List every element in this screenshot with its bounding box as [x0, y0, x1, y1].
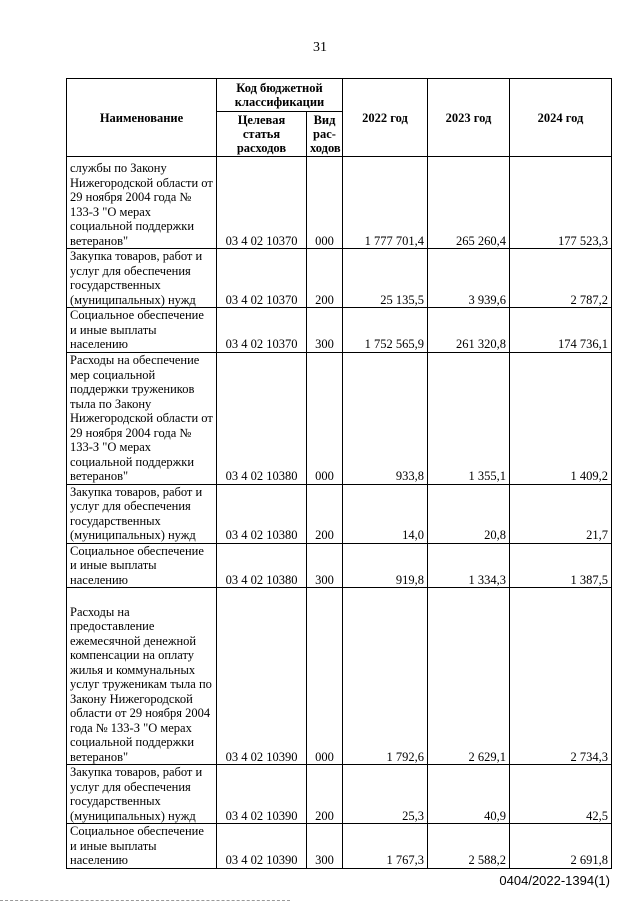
table-body — [67, 157, 612, 869]
row-value-2024: 2 691,8 — [510, 824, 612, 869]
row-expense-type: 200 — [307, 765, 343, 824]
row-name: службы по Закону Нижегородской области от 29 ноября 2004 года № 133-З "О мерах социальной поддержки ветеранов" — [67, 157, 217, 249]
row-name: Социальное обеспечение и иные выплаты населению — [67, 543, 217, 588]
header-2023: 2023 год — [428, 79, 510, 157]
row-name: Расходы на обеспечение мер социальной поддержки тружеников тыла по Закону Нижегородской области от 29 ноября 2004 года № 133-З "О мерах социальной поддержки ветеранов" — [67, 352, 217, 484]
row-name: Расходы на предоставление ежемесячной денежной компенсации на оплату жилья и коммунальных услуг труженикам тыла по Закону Нижегородской области от 29 ноября 2004 года № 133-З "О мерах социальной поддержки ветеранов" — [67, 588, 217, 765]
row-expense-type: 200 — [307, 249, 343, 308]
row-target-article: 03 4 02 10380 — [217, 352, 307, 484]
row-value-2023: 1 355,1 — [428, 352, 510, 484]
row-value-2022: 1 752 565,9 — [343, 308, 428, 353]
row-target-article: 03 4 02 10390 — [217, 824, 307, 869]
row-expense-type: 300 — [307, 308, 343, 353]
table-row — [67, 484, 612, 543]
row-expense-type: 000 — [307, 588, 343, 765]
row-value-2023: 2 588,2 — [428, 824, 510, 869]
row-value-2023: 265 260,4 — [428, 157, 510, 249]
table-row — [67, 543, 612, 588]
row-value-2022: 919,8 — [343, 543, 428, 588]
table-row — [67, 249, 612, 308]
scan-edge-line — [0, 900, 290, 901]
row-value-2024: 1 387,5 — [510, 543, 612, 588]
table-row — [67, 157, 612, 249]
header-expense-type: Вид рас-ходов — [307, 112, 343, 157]
document-code: 0404/2022-1394(1) — [499, 873, 610, 888]
row-value-2022: 25 135,5 — [343, 249, 428, 308]
row-expense-type: 000 — [307, 157, 343, 249]
row-value-2024: 177 523,3 — [510, 157, 612, 249]
row-value-2022: 1 767,3 — [343, 824, 428, 869]
row-target-article: 03 4 02 10370 — [217, 249, 307, 308]
row-value-2023: 3 939,6 — [428, 249, 510, 308]
row-value-2022: 14,0 — [343, 484, 428, 543]
row-value-2023: 2 629,1 — [428, 588, 510, 765]
row-value-2022: 1 792,6 — [343, 588, 428, 765]
header-code-group: Код бюджетной классификации — [217, 79, 343, 112]
row-value-2022: 1 777 701,4 — [343, 157, 428, 249]
row-value-2023: 40,9 — [428, 765, 510, 824]
row-expense-type: 300 — [307, 543, 343, 588]
header-2022: 2022 год — [343, 79, 428, 157]
row-name: Закупка товаров, работ и услуг для обеспечения государственных (муниципальных) нужд — [67, 484, 217, 543]
header-2024: 2024 год — [510, 79, 612, 157]
row-target-article: 03 4 02 10380 — [217, 484, 307, 543]
row-value-2024: 1 409,2 — [510, 352, 612, 484]
table-row — [67, 765, 612, 824]
row-value-2024: 2 787,2 — [510, 249, 612, 308]
row-target-article: 03 4 02 10370 — [217, 157, 307, 249]
row-target-article: 03 4 02 10390 — [217, 588, 307, 765]
row-target-article: 03 4 02 10380 — [217, 543, 307, 588]
row-value-2024: 2 734,3 — [510, 588, 612, 765]
row-target-article: 03 4 02 10390 — [217, 765, 307, 824]
row-value-2022: 933,8 — [343, 352, 428, 484]
header-name: Наименование — [67, 79, 217, 157]
row-value-2023: 20,8 — [428, 484, 510, 543]
row-name: Закупка товаров, работ и услуг для обеспечения государственных (муниципальных) нужд — [67, 249, 217, 308]
row-value-2022: 25,3 — [343, 765, 428, 824]
row-target-article: 03 4 02 10370 — [217, 308, 307, 353]
row-name: Закупка товаров, работ и услуг для обеспечения государственных (муниципальных) нужд — [67, 765, 217, 824]
row-expense-type: 200 — [307, 484, 343, 543]
row-name: Социальное обеспечение и иные выплаты населению — [67, 824, 217, 869]
row-value-2024: 42,5 — [510, 765, 612, 824]
budget-table — [66, 78, 612, 869]
table-row — [67, 588, 612, 765]
table-row — [67, 352, 612, 484]
row-expense-type: 300 — [307, 824, 343, 869]
row-name: Социальное обеспечение и иные выплаты населению — [67, 308, 217, 353]
header-target-article: Целевая статья расходов — [217, 112, 307, 157]
row-expense-type: 000 — [307, 352, 343, 484]
page-number: 31 — [313, 40, 327, 55]
table-row — [67, 308, 612, 353]
row-value-2024: 21,7 — [510, 484, 612, 543]
row-value-2023: 1 334,3 — [428, 543, 510, 588]
row-value-2023: 261 320,8 — [428, 308, 510, 353]
row-value-2024: 174 736,1 — [510, 308, 612, 353]
table-row — [67, 824, 612, 869]
